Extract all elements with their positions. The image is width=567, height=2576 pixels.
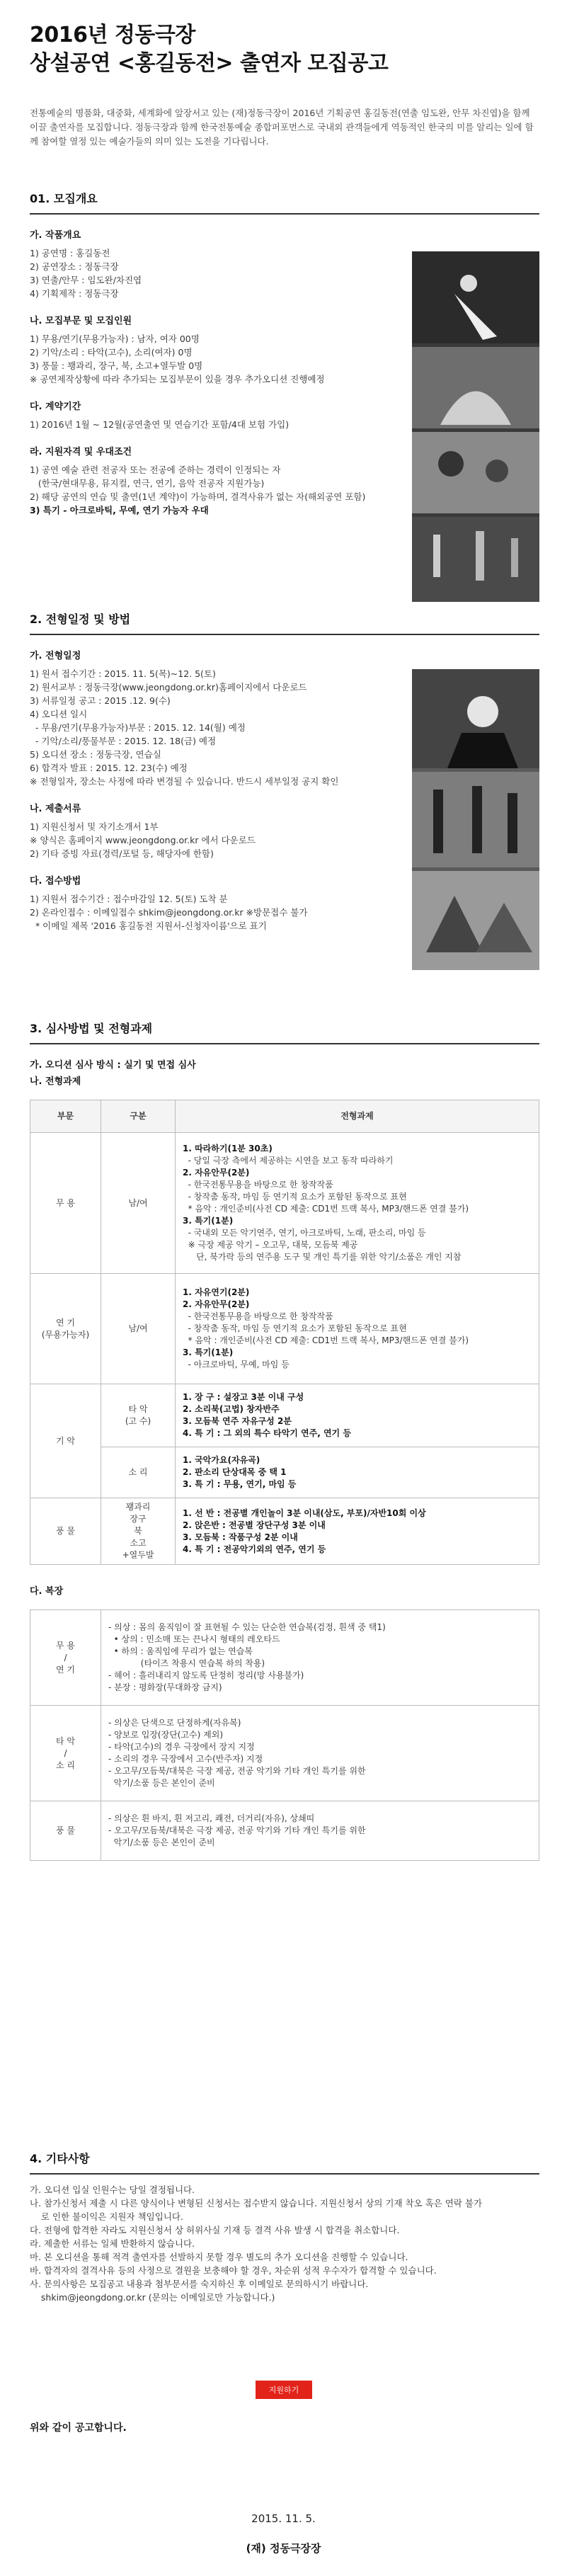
section-heading: 4. 기타사항 [30,2150,539,2175]
task-line: 2. 소리북(고법) 창자반주 [183,1404,280,1414]
section-heading: 01. 모집개요 [30,190,539,215]
text-line: - 기악/소리/풍물부문 : 2015. 12. 18(금) 예정 [30,736,217,746]
task-line: - 타악(고수)의 경우 극장에서 장지 지정 [108,1742,255,1752]
task-cell [176,1447,539,1498]
category-cell: 타 악 / 소 리 [30,1706,101,1801]
text-line: (한국/현대무용, 뮤지컬, 연극, 연기, 음악 전공자 지원가능) [30,478,265,489]
subheading: 나. 모집부문 및 모집인원 [30,316,132,326]
text-line: ※ 공연제작상황에 따라 추가되는 모집부문이 있을 경우 추가오디션 진행예정 [30,374,325,384]
signature: (재) 정동극장장 [246,2542,321,2555]
text-line: 라. 제출한 서류는 일체 반환하지 않습니다. [30,2238,195,2249]
task-line: - 헤어 : 흘러내리지 않도록 단정히 정리(망 사용불가) [108,1670,304,1680]
task-line: 2. 자유안무(2분) [183,1168,250,1178]
task-line: * 음악 : 개인준비(사전 CD 제출: CD1번 트랙 복사, MP3/핸드폰 연결 불가) [183,1335,469,1345]
task-line: 3. 모듬북 : 작품구성 2분 이내 [183,1532,298,1542]
task-line: 4. 특 기 : 그 외의 특수 타악기 연주, 연기 등 [183,1428,351,1438]
task-line: - 한국전통무용을 바탕으로 한 창작작품 [183,1180,333,1190]
task-line: * 음악 : 개인준비(사전 CD 제출: CD1번 트랙 복사, MP3/핸드폰 연결 불가) [183,1204,469,1214]
task-line: 악기/소품 등은 본인이 준비 [108,1778,215,1788]
text-line: 1) 지원신청서 및 자기소개서 1부 [30,821,159,832]
text-line: ※ 전형일자, 장소는 사정에 따라 변경될 수 있습니다. 반드시 세부일정 공지 확인 [30,776,339,787]
subheading: 나. 전형과제 [30,1076,81,1087]
notice-date: 2015. 11. 5. [251,2512,316,2525]
task-line: - 오고무/모듬북/대북은 극장 제공, 전공 악기와 기타 개인 특기를 위한 [108,1766,366,1776]
subheading: 나. 제출서류 [30,804,81,814]
text-line: 2) 해당 공연의 연습 및 출연(1년 계약)이 가능하며, 결격사유가 없는 자(해외공연 포함) [30,491,366,502]
dress-cell [101,1610,539,1706]
text-line: 4) 오디션 일시 [30,709,88,719]
text-line: 3) 풍물 : 꽹과리, 장구, 북, 소고+열두발 0명 [30,360,203,371]
task-line: - 창작춤 동작, 마임 등 연기적 요소가 포함된 동작으로 표현 [183,1323,407,1333]
task-line: - 창작춤 동작, 마임 등 연기적 요소가 포함된 동작으로 표현 [183,1192,407,1202]
text-line: 바. 합격자의 결격사유 등의 사정으로 결원을 보충해야 할 경우, 차순위 성적 우수자가 합격할 수 있습니다. [30,2265,437,2276]
task-line: - 국내외 모든 악기연주, 연기, 아크로바틱, 노래, 판소리, 마임 등 [183,1228,426,1238]
subcategory-cell: 타 악 (고 수) [101,1384,176,1447]
table-row [30,1384,539,1447]
task-line: - 소리의 경우 극장에서 고수(반주자) 지정 [108,1754,263,1764]
task-cell [176,1274,539,1384]
text-line: 다. 전형에 합격한 자라도 지원신청서 상 허위사실 기재 등 결격 사유 발생 시 합격을 취소합니다. [30,2225,400,2235]
task-line: - 한국전통무용을 바탕으로 한 창작작품 [183,1311,333,1321]
apply-button[interactable]: 지원하기 [256,2381,312,2399]
task-line: 2. 자유안무(2분) [183,1299,250,1309]
preference-line: 3) 특기 - 아크로바틱, 무예, 연기 가능자 우대 [30,505,209,515]
subcategory-cell: 꽹과리 장구 북 소고 +열두발 [101,1498,176,1565]
task-line: - 의상 : 몸의 움직임이 잘 표현될 수 있는 단순한 연습복(검정, 흰색 중 택1) [108,1622,386,1632]
subcategory-cell: 남/여 [101,1274,176,1384]
subheading: 다. 접수방법 [30,876,81,887]
table-row [30,1447,539,1498]
text-line: 1) 공연명 : 홍길동전 [30,248,110,258]
subheading: 라. 지원자격 및 우대조건 [30,447,132,457]
table-header: 구분 [101,1100,176,1133]
task-cell [176,1498,539,1565]
task-line: - 의상은 단색으로 단정하게(자유복) [108,1718,241,1728]
task-line: ※ 극장 제공 악기 – 오고무, 대북, 모듬북 제공 [183,1240,358,1250]
text-line: 마. 본 오디션을 통해 적격 출연자를 선발하지 못할 경우 별도의 추가 오디션을 진행할 수 있습니다. [30,2252,408,2262]
text-line: 4) 기획제작 : 정동극장 [30,288,119,299]
text-line: 1) 원서 접수기간 : 2015. 11. 5(목)~12. 5(토) [30,668,216,679]
text-line: 3) 연출/안무 : 임도완/차진엽 [30,275,142,285]
category-cell: 무 용 [30,1133,101,1274]
task-line: 3. 특기(1분) [183,1347,234,1357]
text-line: 1) 공연 예술 관련 전공자 또는 전공에 준하는 경력이 인정되는 자 [30,465,281,475]
text-line: 2) 원서교부 : 정동극장(www.jeongdong.or.kr)홈페이지에서 다운로드 [30,682,307,693]
audition-task-table [30,1100,539,1565]
intro-text: 전통예술의 명품화, 대중화, 세계화에 앞장서고 있는 (재)정동극장이 2016년 기획공연 홍길동전(연출 임도완, 안무 차진엽)을 함께 이끌 출연자를 모집합니다. 정동극장과 함께 한국전통예술 종합퍼포먼스로 국내외 관객들에게 역동적인 한국의 미를 알리는 일에 함께 참여할 열정 있는 예술가들의 의미 있는 도전을 기다립니다. [30,108,534,147]
text-line: 1) 2016년 1월 ~ 12월(공연출연 및 연습기간 포함/4대 보험 가입) [30,419,290,430]
subheading: 가. 전형일정 [30,651,81,661]
section-evaluation [30,1020,539,1861]
section-misc [30,2150,539,2304]
table-header: 전형과제 [176,1100,539,1133]
task-line: - 양보로 입장(장단(고수) 제외) [108,1730,224,1740]
line-list [30,2183,539,2291]
category-cell: 풍 물 [30,1801,101,1861]
category-cell: 기 악 [30,1384,101,1498]
performance-photo-column-1 [412,251,539,602]
task-line: - 오고무/모듬북/대북은 극장 제공, 전공 악기와 기타 개인 특기를 위한 [108,1825,366,1835]
subcategory-cell: 남/여 [101,1133,176,1274]
text-line: * 이메일 제목 '2016 홍길동전 지원서-신청자이름'으로 표기 [30,921,267,931]
performance-photo-column-2 [412,669,539,970]
task-line: 악기/소품 등은 본인이 준비 [108,1837,215,1847]
task-line: - 분장 : 평화장(무대화장 금지) [108,1682,222,1692]
text-line: ※ 양식은 홈페이지 www.jeongdong.or.kr 에서 다운로드 [30,835,256,845]
text-line: 2) 기악/소리 : 타악(고수), 소리(여자) 0명 [30,347,193,358]
table-header: 부문 [30,1100,101,1133]
text-line: 3) 서류일정 공고 : 2015 .12. 9(수) [30,695,171,706]
task-line: 1. 국악가요(자유곡) [183,1455,260,1465]
subheading: 다. 계약기간 [30,401,81,412]
subheading: 가. 작품개요 [30,230,81,241]
text-line: - 무용/연기(무용가능자)부문 : 2015. 12. 14(월) 예정 [30,722,246,733]
subcategory-cell: 소 리 [101,1447,176,1498]
table-row [30,1610,539,1706]
text-line: 나. 참가신청서 제출 시 다른 양식이나 변형된 신청서는 접수받지 않습니다. 지원신청서 상의 기재 착오 혹은 연락 불가 [30,2198,483,2209]
dress-cell [101,1801,539,1861]
task-line: 3. 모듬북 연주 자유구성 2분 [183,1416,292,1426]
text-line: 가. 오디션 입실 인원수는 당일 결정됩니다. [30,2184,195,2195]
task-line: 4. 특 기 : 전공악기외의 연주, 연기 등 [183,1544,326,1554]
task-line: - 의상은 흰 바지, 흰 저고리, 쾌전, 더거리(자유), 상쇄띠 [108,1813,315,1823]
title-line-2: 상설공연 <홍길동전> 출연자 모집공고 [30,51,389,76]
title-line-1: 2016년 정동극장 [30,23,195,47]
task-line: 2. 판소리 단상대목 중 택 1 [183,1467,287,1477]
text-line: 2) 기타 증빙 자료(경력/포털 등, 해당자에 한함) [30,848,214,859]
category-cell: 풍 물 [30,1498,101,1565]
task-line: • 하의 : 움직임에 무리가 없는 연습복 [108,1646,253,1656]
text-line: 2) 공연장소 : 정동극장 [30,261,119,272]
text-line: 로 인한 불이익은 지원자 책임입니다. [30,2211,183,2222]
table-row [30,1498,539,1565]
page-title [30,21,388,78]
task-line: 2. 앉은반 : 전공별 장단구성 3분 이내 [183,1520,326,1530]
contact-email: shkim@jeongdong.or.kr (문의는 이메일로만 가능합니다.) [30,2292,275,2303]
text-line: 1) 무용/연기(무용가능자) : 남자, 여자 00명 [30,334,200,344]
task-line: (타이즈 착용시 연습복 하의 착용) [108,1658,265,1668]
table-row [30,1706,539,1801]
category-cell: 무 용 / 연 기 [30,1610,101,1706]
task-line: 1. 장 구 : 설장고 3분 이내 구성 [183,1392,304,1402]
section-heading: 3. 심사방법 및 전형과제 [30,1020,539,1044]
table-row [30,1133,539,1274]
subheading: 가. 오디션 심사 방식 : 실기 및 면접 심사 [30,1060,196,1071]
text-line: 5) 오디션 장소 : 정동극장, 연습실 [30,749,161,760]
table-row [30,1801,539,1861]
task-line: 3. 특 기 : 무용, 연기, 마임 등 [183,1479,297,1489]
text-line: 6) 합격자 발표 : 2015. 12. 23(수) 예정 [30,763,188,773]
task-line: 1. 자유연기(2분) [183,1287,250,1297]
task-line: 1. 따라하기(1분 30초) [183,1144,273,1153]
text-line: 사. 문의사항은 모집공고 내용과 첨부문서를 숙지하신 후 이메일로 문의하시기 바랍니다. [30,2279,369,2289]
task-cell [176,1384,539,1447]
task-line: • 상의 : 민소매 또는 끈나시 형태의 레오타드 [108,1634,280,1644]
table-row [30,1274,539,1384]
category-cell: 연 기 (무용가능자) [30,1274,101,1384]
task-line: 3. 특기(1분) [183,1216,234,1226]
task-cell [176,1133,539,1274]
section-heading: 2. 전형일정 및 방법 [30,610,539,635]
text-line: 2) 온라인접수 : 이메일접수 shkim@jeongdong.or.kr ※방문접수 불가 [30,907,308,918]
task-line: 단, 북가락 등의 연주용 도구 및 개인 특기를 위한 악기/소품은 개인 지참 [183,1252,462,1262]
task-line: - 당일 극장 측에서 제공하는 시연을 보고 동작 따라하기 [183,1156,394,1166]
task-line: - 아크로바틱, 무예, 마임 등 [183,1360,290,1369]
dress-cell [101,1706,539,1801]
subheading: 다. 복장 [30,1586,64,1597]
dress-code-table [30,1609,539,1861]
text-line: 1) 지원서 접수기간 : 접수마감일 12. 5(토) 도착 분 [30,894,228,904]
closing-text: 위와 같이 공고합니다. [30,2422,127,2434]
task-line: 1. 선 반 : 전공별 개인놀이 3분 이내(삼도, 부포)/자반10회 이상 [183,1508,426,1518]
